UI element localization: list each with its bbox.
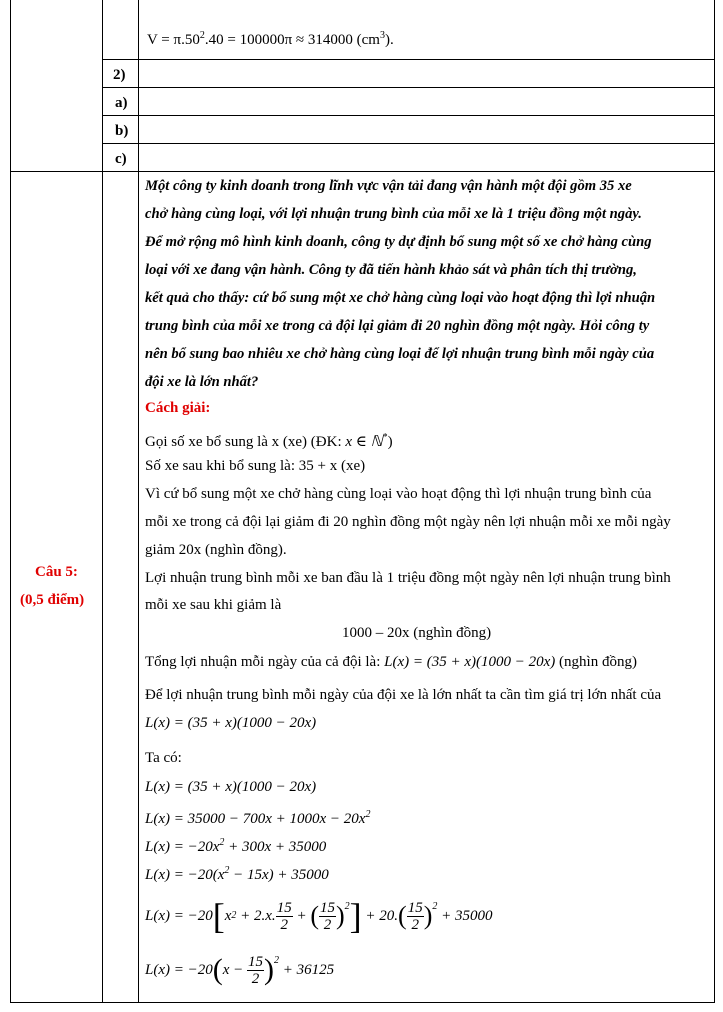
column-divider-1 <box>102 0 103 1002</box>
volume-formula: $V = \pi.50^2.40 = 100000\pi \approx 314000$ $(cm^3)$. <box>147 30 394 48</box>
math-expression: $L(x) = -20(x^2 - 15x) + 35000$ <box>145 865 329 883</box>
problem-line: trung bình của mỗi xe trong cả đội lại giảm đi 20 nghìn đồng một ngày. Hỏi công ty <box>145 318 650 334</box>
row-divider <box>102 115 714 116</box>
problem-line: nên bổ sung bao nhiêu xe chở hàng cùng loại để lợi nhuận trung bình mỗi ngày của <box>145 346 655 362</box>
row-divider <box>102 87 714 88</box>
solution-line: Lợi nhuận trung bình mỗi xe ban đầu là 1 triệu đồng một ngày nên lợi nhuận trung bình <box>145 570 671 586</box>
row-divider <box>102 143 714 144</box>
solution-line: Gọi số xe bổ sung là x (xe) (ĐK: x ∈ ℕ*) <box>145 432 393 450</box>
part-b-label: b) <box>115 123 129 139</box>
solution-line: Số xe sau khi bổ sung là: 35 + x (xe) <box>145 458 366 474</box>
solution-line: Vì cứ bổ sung một xe chở hàng cùng loại vào hoạt động thì lợi nhuận trung bình của <box>145 486 652 502</box>
solution-line: Để lợi nhuận trung bình mỗi ngày của đội xe là lớn nhất ta cần tìm giá trị lớn nhất của <box>145 687 662 703</box>
part-a-label: a) <box>115 95 128 111</box>
math-expression: L(x) = −20 [ x 2 + 2.x. $\frac{15}{2}$ + ( $\frac{15}{2}$ ) $^2$ ] + 20. ( $\frac{15}{2}$ ) $^2$ + 35000 <box>145 896 493 936</box>
problem-line: loại với xe đang vận hành. Công ty đã tiến hành khảo sát và phân tích thị trường, <box>145 262 637 278</box>
math-expression: L(x) = (35 + x)(1000 − 20x) <box>145 779 317 795</box>
problem-statement <box>145 172 701 396</box>
solution-line: giảm 20x (nghìn đồng). <box>145 542 287 558</box>
problem-line: chở hàng cùng loại, với lợi nhuận trung bình của mỗi xe là 1 triệu đồng một ngày. <box>145 206 642 222</box>
solution-line: Tổng lợi nhuận mỗi ngày của cả đội là: L(x) = (35 + x)(1000 − 20x) (nghìn đồng) <box>145 654 637 670</box>
question-points: (0,5 điểm) <box>20 592 85 608</box>
row-divider <box>102 59 714 60</box>
part-c-label: c) <box>115 151 127 167</box>
math-expression: $L(x) = 35000 - 700x + 1000x - 20x^2$ <box>145 809 371 827</box>
problem-line: kết quả cho thấy: cứ bổ sung một xe chở hàng cùng loại vào hoạt động thì lợi nhuận <box>145 290 656 306</box>
math-expression: L(x) = −20 ( x − $\frac{15}{2}$ ) $^2$ + 36125 <box>145 953 335 987</box>
part-2-label: 2) <box>113 67 126 83</box>
problem-line: đội xe là lớn nhất? <box>145 374 259 390</box>
math-expression: $L(x) = -20x^2 + 300x + 35000$ <box>145 837 327 855</box>
solution-line: 1000 – 20x (nghìn đồng) <box>342 625 492 641</box>
column-divider-2 <box>138 0 139 1002</box>
solution-line: mỗi xe sau khi giảm là <box>145 597 282 613</box>
solution-line: Ta có: <box>145 750 182 766</box>
solution-line: mỗi xe trong cả đội lại giảm đi 20 nghìn đồng một ngày nên lợi nhuận mỗi xe mỗi ngày <box>145 514 671 530</box>
solution-heading: Cách giải: <box>145 400 211 416</box>
problem-line: Một công ty kinh doanh trong lĩnh vực vận tải đang vận hành một đội gồm 35 xe <box>145 178 632 194</box>
problem-line: Để mở rộng mô hình kinh doanh, công ty dự định bổ sung một số xe chở hàng cùng <box>145 234 652 250</box>
question-label: Câu 5: <box>35 564 78 580</box>
math-expression: L(x) = (35 + x)(1000 − 20x) <box>145 715 317 731</box>
